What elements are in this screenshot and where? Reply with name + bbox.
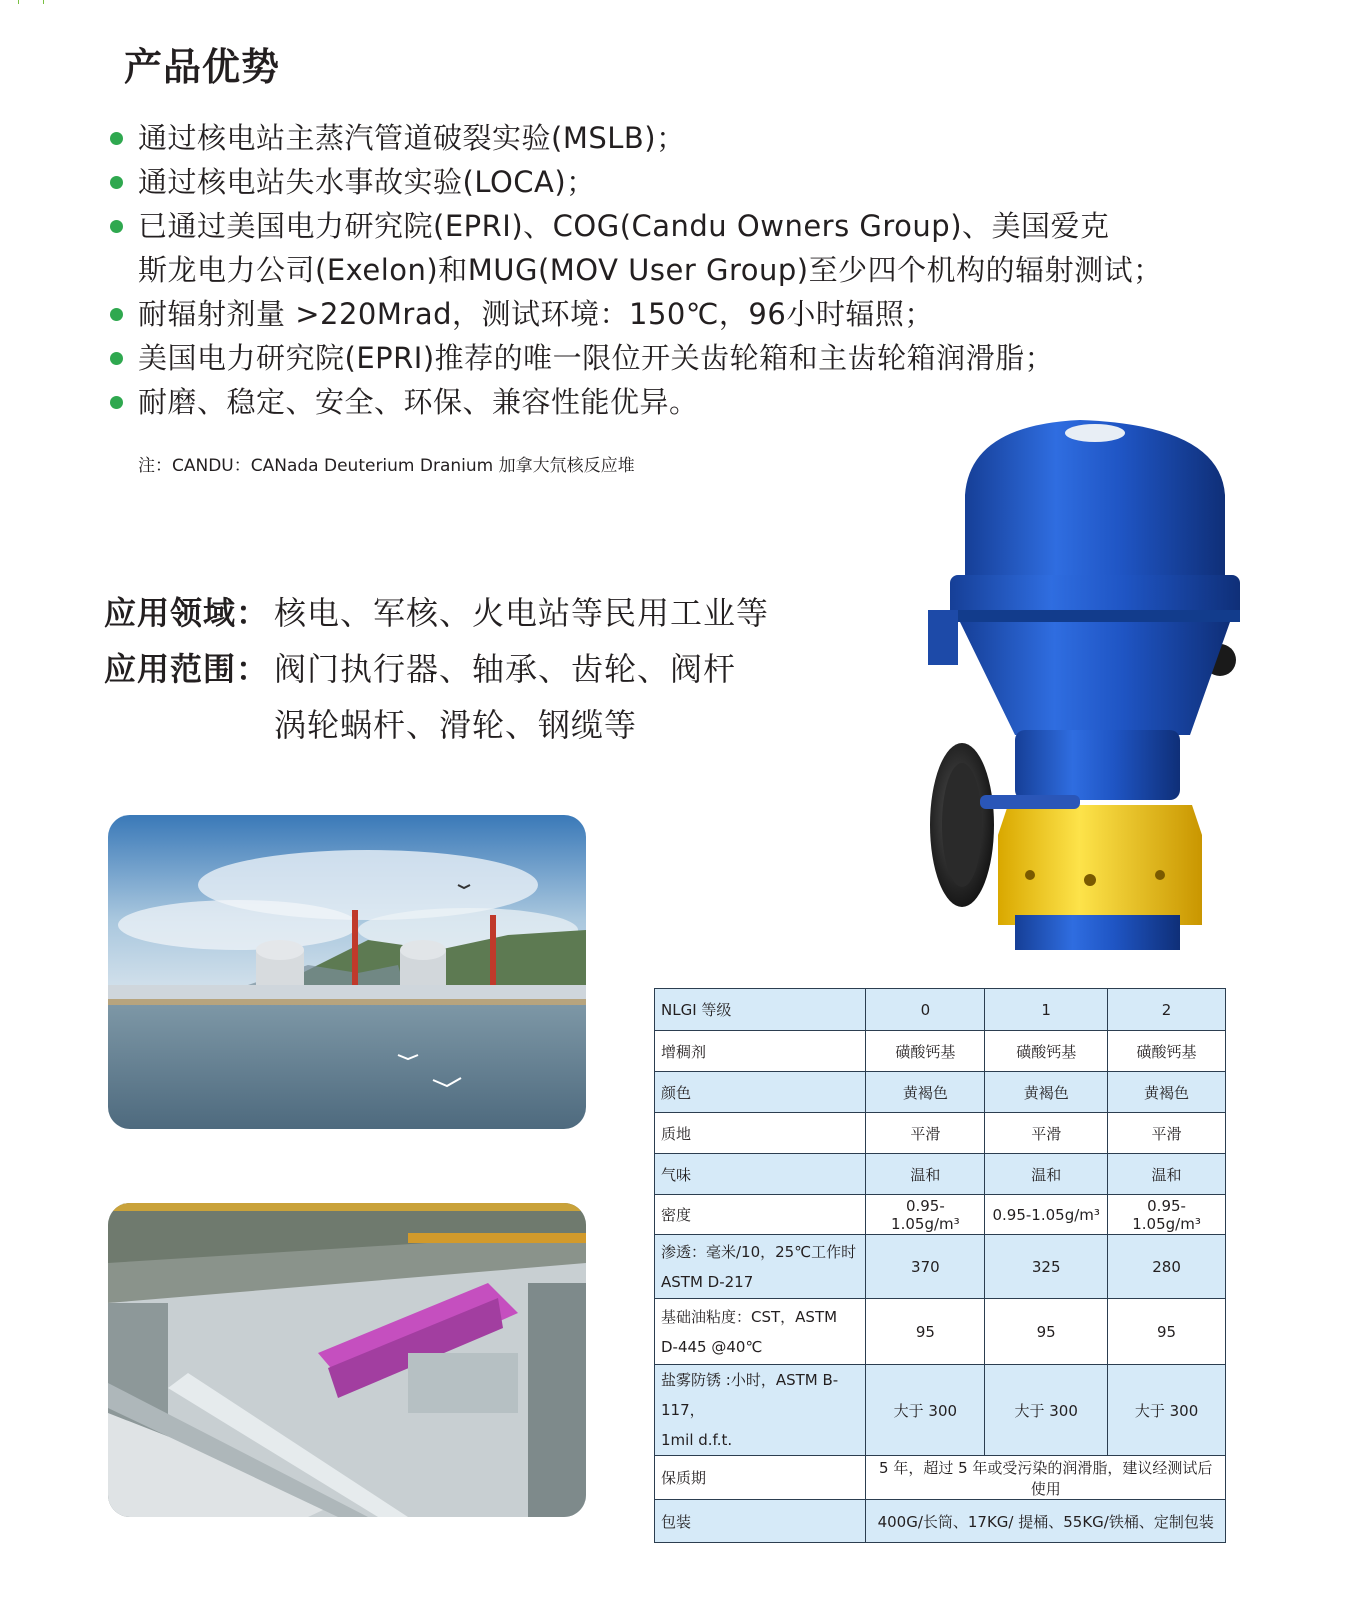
table-cell: 黄褐色: [866, 1072, 985, 1113]
advantage-item: [110, 336, 1230, 380]
table-cell: 95: [866, 1299, 985, 1365]
table-key-line: D-445 @40℃: [661, 1337, 763, 1356]
advantage-text: 耐磨、稳定、安全、环保、兼容性能优异。: [138, 385, 699, 419]
table-key-cell: 质地: [655, 1113, 866, 1154]
grease-spec-table: [654, 988, 1226, 1543]
turbine-hall-photo: [108, 1203, 586, 1517]
table-row: [655, 1154, 1226, 1195]
table-cell: 大于 300: [866, 1365, 985, 1456]
application-scope-value: 阀门执行器、轴承、齿轮、阀杆: [274, 650, 737, 688]
table-row: [655, 1031, 1226, 1072]
table-cell: 0.95-1.05g/m³: [866, 1195, 985, 1235]
application-field-row: [104, 585, 864, 641]
valve-actuator-image: [920, 405, 1245, 950]
table-key-cell: 密度: [655, 1195, 866, 1235]
table-cell: 磺酸钙基: [1108, 1031, 1226, 1072]
nuclear-plant-photo: [108, 815, 586, 1129]
table-cell: 温和: [1108, 1154, 1226, 1195]
bullet-icon: [110, 352, 123, 365]
table-row: [655, 1235, 1226, 1299]
bullet-icon: [110, 176, 123, 189]
table-row: [655, 1072, 1226, 1113]
table-key-cell: [655, 1299, 866, 1365]
table-row: [655, 1500, 1226, 1543]
table-cell: 400G/长筒、17KG/ 提桶、55KG/铁桶、定制包装: [866, 1500, 1226, 1543]
advantage-item: [110, 116, 1230, 160]
table-cell: 280: [1108, 1235, 1226, 1299]
table-key-cell: 颜色: [655, 1072, 866, 1113]
advantages-list: [110, 116, 1230, 424]
application-scope-value-2: 涡轮蜗杆、滑轮、钢缆等: [274, 706, 638, 744]
table-cell: 370: [866, 1235, 985, 1299]
application-field-value: 核电、军核、火电站等民用工业等: [274, 594, 770, 632]
table-cell: 95: [1108, 1299, 1226, 1365]
application-block: [104, 585, 864, 753]
table-cell: 平滑: [1108, 1113, 1226, 1154]
table-cell: 95: [985, 1299, 1108, 1365]
crop-mark: [18, 0, 44, 4]
table-cell: 温和: [866, 1154, 985, 1195]
table-cell: 325: [985, 1235, 1108, 1299]
table-cell: 大于 300: [985, 1365, 1108, 1456]
table-cell: 黄褐色: [985, 1072, 1108, 1113]
bullet-icon: [110, 132, 123, 145]
table-header-row: [655, 989, 1226, 1031]
bullet-icon: [110, 220, 123, 233]
footnote: 注：CANDU：CANada Deuterium Dranium 加拿大氘核反应堆: [138, 456, 635, 476]
advantage-text: 耐辐射剂量 >220Mrad，测试环境：150℃，96小时辐照；: [138, 297, 934, 331]
table-cell: 大于 300: [1108, 1365, 1226, 1456]
table-key-cell: [655, 1235, 866, 1299]
table-key-cell: 包装: [655, 1500, 866, 1543]
application-scope-label: 应用范围：: [104, 650, 270, 688]
table-cell: 平滑: [866, 1113, 985, 1154]
application-scope-row: [104, 641, 864, 697]
advantage-text: 通过核电站失水事故实验(LOCA)；: [138, 165, 596, 199]
table-cell: 平滑: [985, 1113, 1108, 1154]
advantage-item: [110, 292, 1230, 336]
table-cell: 温和: [985, 1154, 1108, 1195]
table-cell: 0.95-1.05g/m³: [1108, 1195, 1226, 1235]
table-key-line: 渗透：毫米/10，25℃工作时: [661, 1242, 857, 1261]
table-key-line: 盐雾防锈 :小时，ASTM B-117，: [661, 1371, 839, 1419]
table-key-cell: [655, 1365, 866, 1456]
bullet-icon: [110, 396, 123, 409]
table-row: [655, 1456, 1226, 1500]
advantage-text: 通过核电站主蒸汽管道破裂实验(MSLB)；: [138, 121, 686, 155]
application-field-label: 应用领域：: [104, 594, 270, 632]
table-row: [655, 1195, 1226, 1235]
bullet-icon: [110, 308, 123, 321]
table-row: [655, 1299, 1226, 1365]
table-header-cell: 1: [985, 989, 1108, 1031]
table-cell: 0.95-1.05g/m³: [985, 1195, 1108, 1235]
table-header-cell: 0: [866, 989, 985, 1031]
table-key-line: ASTM D-217: [661, 1272, 754, 1291]
table-header-cell: 2: [1108, 989, 1226, 1031]
table-key-line: 1mil d.f.t.: [661, 1431, 733, 1449]
section-title: 产品优势: [124, 45, 281, 89]
table-cell: 5 年，超过 5 年或受污染的润滑脂，建议经测试后使用: [866, 1456, 1226, 1500]
table-row: [655, 1113, 1226, 1154]
table-cell: 磺酸钙基: [985, 1031, 1108, 1072]
advantage-text: 已通过美国电力研究院(EPRI)、COG(Candu Owners Group)、美国爱克: [138, 209, 1110, 243]
advantage-text-cont: 斯龙电力公司(Exelon)和MUG(MOV User Group)至少四个机构的辐射测试；: [138, 253, 1163, 287]
application-scope-row-2: [104, 697, 864, 753]
advantage-text: 美国电力研究院(EPRI)推荐的唯一限位开关齿轮箱和主齿轮箱润滑脂；: [138, 341, 1055, 375]
table-cell: 磺酸钙基: [866, 1031, 985, 1072]
table-key-cell: 气味: [655, 1154, 866, 1195]
table-row: [655, 1365, 1226, 1456]
advantage-item: [110, 160, 1230, 204]
table-cell: 黄褐色: [1108, 1072, 1226, 1113]
advantage-item: [110, 204, 1230, 292]
table-key-cell: 保质期: [655, 1456, 866, 1500]
table-key-cell: 增稠剂: [655, 1031, 866, 1072]
table-header-cell: NLGI 等级: [655, 989, 866, 1031]
table-key-line: 基础油粘度：CST，ASTM: [661, 1307, 838, 1326]
